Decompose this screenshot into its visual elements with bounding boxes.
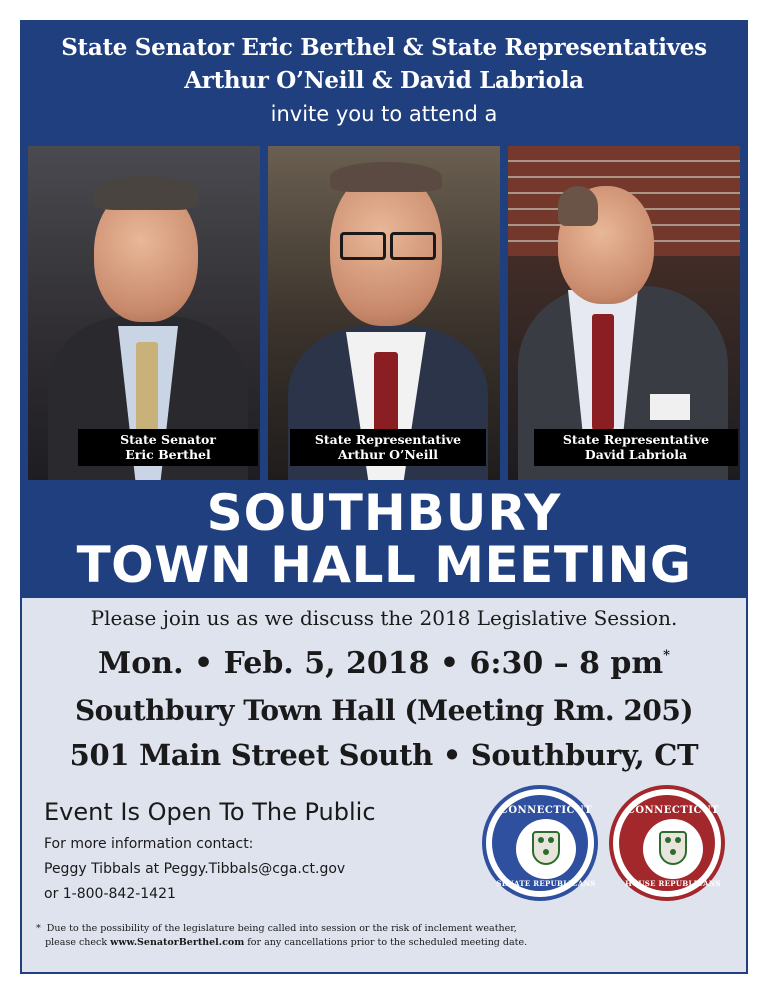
event-title-banner <box>22 482 746 598</box>
photo-strip <box>22 142 746 482</box>
caption-eric-berthel: State Senator Eric Berthel <box>78 429 258 466</box>
caption-arthur-oneill: State Representative Arthur O’Neill <box>290 429 486 466</box>
hosts-line-2: Arthur O’Neill & David Labriola <box>184 67 584 94</box>
event-date-time: Mon. • Feb. 5, 2018 • 6:30 – 8 pm* <box>98 646 670 681</box>
event-location: Southbury Town Hall (Meeting Rm. 205) <box>74 694 694 727</box>
caption-david-labriola: State Representative David Labriola <box>534 429 738 466</box>
senate-republicans-seal-icon: CONNECTICUT SENATE REPUBLICANS <box>482 785 598 901</box>
footnote: * Due to the possibility of the legislature being called into session or the risk of inclement weather, please check www.SenatorBerthel.com for any cancellations prior to the scheduled meeting date. <box>36 923 528 948</box>
contact-phone[interactable]: or 1-800-842-1421 <box>44 886 176 902</box>
header-banner <box>22 22 746 142</box>
house-republicans-seal-icon: CONNECTICUT HOUSE REPUBLICANS <box>609 785 725 901</box>
glasses-icon <box>340 232 386 260</box>
open-to-public: Event Is Open To The Public <box>44 798 376 826</box>
event-title-line-2: TOWN HALL MEETING <box>76 536 692 594</box>
event-address: 501 Main Street South • Southbury, CT <box>69 738 699 772</box>
hosts-line-1: State Senator Eric Berthel & State Representatives <box>61 34 707 61</box>
intro-text: Please join us as we discuss the 2018 Legislative Session. <box>90 606 678 630</box>
contact-intro: For more information contact: <box>44 836 254 852</box>
glasses-icon <box>390 232 436 260</box>
contact-email[interactable]: Peggy Tibbals at Peggy.Tibbals@cga.ct.gov <box>44 861 346 877</box>
event-title-line-1: SOUTHBURY <box>206 484 562 542</box>
invite-line: invite you to attend a <box>270 102 498 126</box>
asterisk-mark: * <box>663 648 670 663</box>
website-link[interactable]: www.SenatorBerthel.com <box>110 937 245 948</box>
